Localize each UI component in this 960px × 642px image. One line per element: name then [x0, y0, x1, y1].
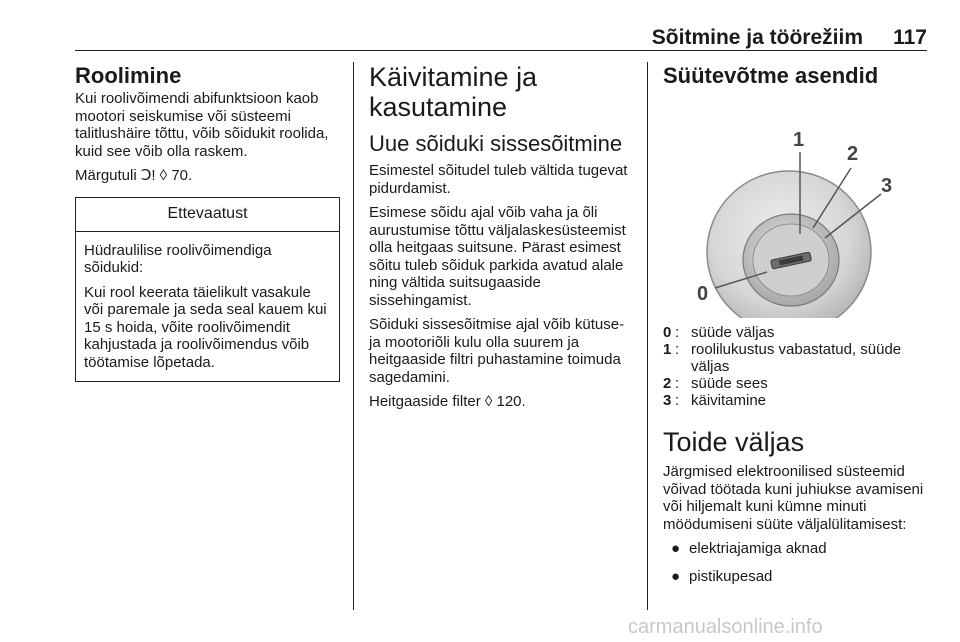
bullet-icon: ● [671, 567, 681, 585]
caution-paragraph: Kui rool keerata täielikult vasakule või paremale ja seda seal kauem kui 15 s hoida, võite roolivõimendit kahjustada ja roolivõimendus võib töötamise lõpetada. [84, 283, 327, 371]
page-header [75, 26, 927, 51]
ignition-switch-illustration [663, 96, 927, 318]
section-heading-steering: Roolimine [75, 63, 182, 88]
legend-number: 1 [663, 341, 672, 358]
position-label-1: 1 [793, 129, 805, 151]
caution-paragraph: Hüdraulilise roolivõimendiga sõidukid: [84, 241, 272, 276]
position-label-0: 0 [697, 283, 709, 305]
running-title: Sõitmine ja töörežiim [651, 26, 863, 49]
indicator-reference: Märgutuli Ↄ! ◊ 70. [75, 167, 193, 184]
list-item: ● pistikupesad [671, 567, 773, 585]
legend-text: süüde väljas [691, 324, 775, 341]
legend-text: roolilukustus vabastatud, süüde väljas [691, 341, 902, 375]
caution-body [76, 232, 339, 382]
caution-box [75, 197, 340, 383]
column-divider-2 [647, 62, 648, 610]
legend-number: 0 [663, 324, 672, 341]
section-heading-breaking-in: Uue sõiduki sissesõitmine [369, 131, 623, 156]
bullet-list [663, 540, 927, 585]
bullet-icon: ● [671, 540, 681, 557]
legend-row: 2 : süüde sees [663, 375, 927, 392]
legend-text: süüde sees [691, 375, 768, 392]
ignition-legend [663, 324, 927, 409]
legend-row: 3 : käivitamine [663, 392, 927, 409]
ignition-switch-figure [663, 96, 927, 318]
section-power-off [663, 427, 927, 585]
paragraph: Järgmised elektroonilised süsteemid võivad töötada kuni juhiukse avamiseni või hiljemalt kuni kümne minuti möödumiseni süüte väljalülitamisest: [663, 463, 924, 533]
list-item: ● elektriajamiga aknad [671, 540, 827, 557]
section-heading-power-off: Toide väljas [663, 427, 805, 457]
column-steering [75, 62, 340, 382]
column-ignition [663, 62, 927, 595]
caution-title: Ettevaatust [76, 198, 339, 232]
column-divider-1 [353, 62, 354, 610]
chapter-title: Käivitamine ja kasutamine [369, 62, 538, 122]
paragraph: Esimestel sõitudel tuleb vältida tugevat pidurdamist. [369, 162, 628, 197]
paragraph: Sõiduki sissesõitmise ajal võib kütuse- ja mootoriõli kulu olla suurem ja heitgaaside filtri puhastamine toimuda sagedamini. [369, 316, 625, 386]
filter-reference: Heitgaaside filter ◊ 120. [369, 393, 526, 410]
position-label-3: 3 [881, 175, 893, 197]
position-label-2: 2 [847, 143, 859, 165]
paragraph: Kui roolivõimendi abifunktsioon kaob mootori seiskumise või süsteemi talitlushäire tõttu, võib sõidukit roolida, kuid see võib olla raskem. [75, 90, 329, 160]
legend-row: 1 : roolilukustus vabastatud, süüde väljas [663, 341, 927, 375]
legend-row: 0 : süüde väljas [663, 324, 927, 341]
page-number: 117 [893, 26, 927, 49]
legend-number: 3 [663, 392, 672, 409]
legend-text: käivitamine [691, 392, 767, 409]
paragraph: Esimese sõidu ajal võib vaha ja õli aurustumise tõttu väljalaskesüsteemist olla heitgaas suitsune. Pärast esimest sõitu tuleb sõiduk parkida avatud alale ning vältida suitsugaaside sissehingamist. [369, 204, 626, 309]
section-heading-ignition-positions: Süütevõtme asendid [663, 63, 879, 88]
watermark: carmanualsonline.info [628, 616, 823, 638]
legend-number: 2 [663, 375, 672, 392]
column-starting [369, 62, 634, 418]
